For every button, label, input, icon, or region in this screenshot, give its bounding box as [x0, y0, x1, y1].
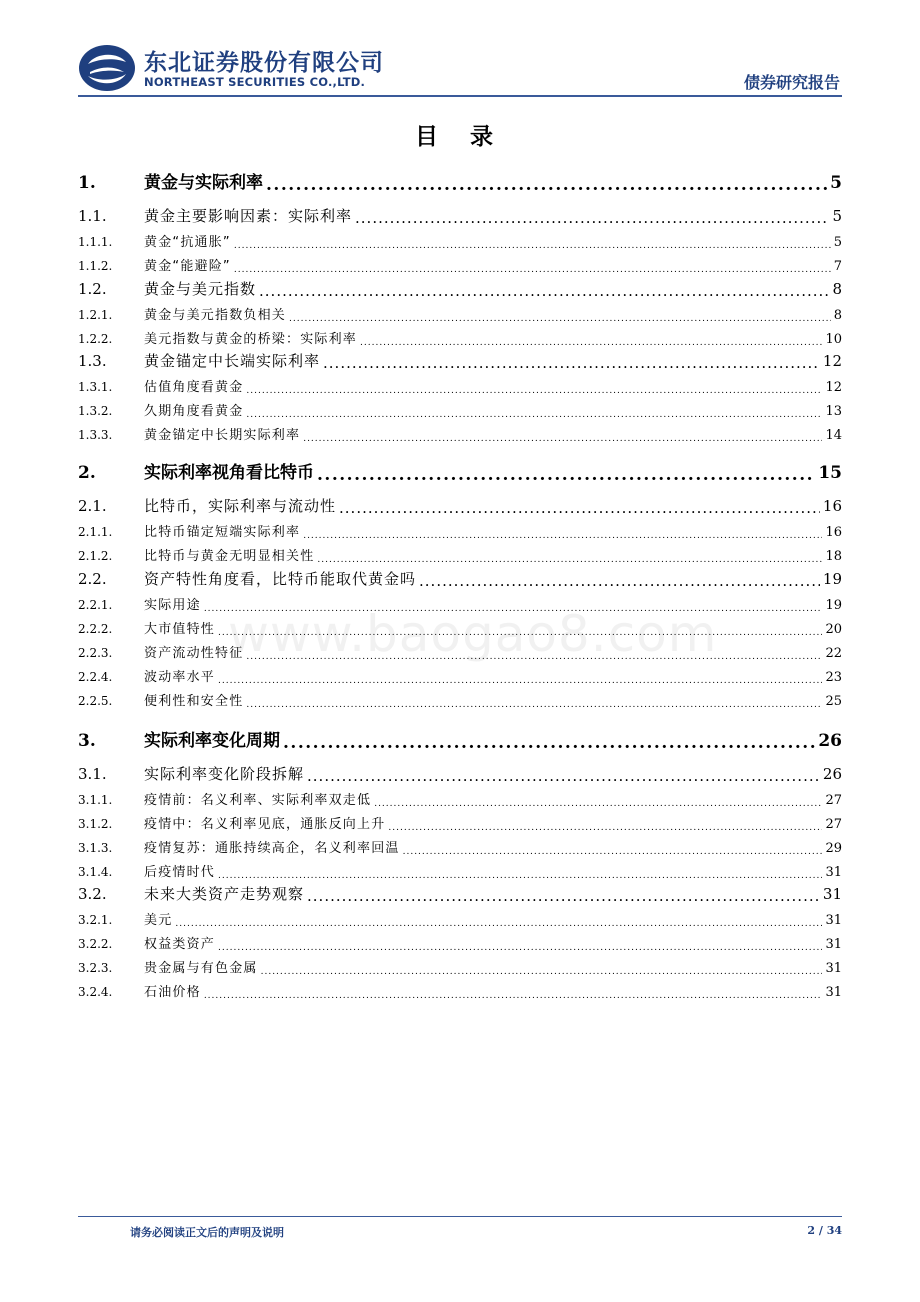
toc-entry-page: 29 — [825, 841, 842, 856]
toc-entry-title: 石油价格 — [144, 985, 201, 1000]
toc-leader-dots — [303, 531, 822, 540]
toc-entry-page: 10 — [825, 332, 842, 347]
toc-leader-dots — [403, 847, 823, 856]
toc-entry[interactable] — [78, 376, 842, 395]
toc-entry-page: 16 — [822, 497, 842, 515]
toc-entry-page: 31 — [825, 985, 842, 1000]
toc-entry-page: 8 — [833, 308, 842, 323]
toc-entry-number: 3.2.2. — [78, 937, 113, 951]
toc-entry-number: 1. — [78, 173, 96, 193]
toc-entry-page: 5 — [832, 207, 842, 225]
toc-leader-dots — [339, 499, 820, 514]
page-number: 2 / 34 — [807, 1224, 842, 1237]
toc-entry-number: 3.1.4. — [78, 865, 113, 879]
toc-entry-number: 3.2.4. — [78, 985, 113, 999]
toc-entry[interactable] — [78, 495, 842, 516]
toc-leader-dots — [355, 209, 829, 224]
toc-leader-dots — [419, 572, 820, 587]
toc-entry-number: 2.1.1. — [78, 525, 113, 539]
toc-entry[interactable] — [78, 545, 842, 564]
toc-entry-title: 未来大类资产走势观察 — [144, 885, 305, 903]
toc-entry-title: 估值角度看黄金 — [144, 380, 244, 395]
toc-leader-dots — [175, 919, 822, 928]
toc-leader-dots — [317, 465, 815, 482]
company-name-en: NORTHEAST SECURITIES CO.,LTD. — [144, 75, 366, 89]
toc-leader-dots — [388, 823, 822, 832]
toc-entry-number: 3.1.1. — [78, 793, 113, 807]
toc-leader-dots — [360, 338, 822, 347]
toc-entry[interactable] — [78, 568, 842, 589]
toc-entry-page: 18 — [825, 549, 842, 564]
toc-entry[interactable] — [78, 328, 842, 347]
toc-entry-page: 13 — [825, 404, 842, 419]
toc-entry-page: 31 — [825, 961, 842, 976]
toc-entry-number: 2.2.3. — [78, 646, 113, 660]
toc-entry-number: 1.2.2. — [78, 332, 113, 346]
toc-leader-dots — [323, 354, 820, 369]
toc-leader-dots — [261, 967, 823, 976]
toc-leader-dots — [283, 733, 815, 750]
toc-entry-title: 黄金与美元指数负相关 — [144, 308, 287, 323]
toc-leader-dots — [259, 282, 829, 297]
toc-entry[interactable] — [78, 231, 842, 250]
toc-entry-number: 1.1.1. — [78, 235, 113, 249]
toc-leader-dots — [307, 887, 820, 902]
toc-entry-title: 疫情中：名义利率见底，通胀反向上升 — [144, 817, 386, 832]
toc-leader-dots — [218, 676, 822, 685]
toc-entry[interactable] — [78, 909, 842, 928]
toc-entry-title: 黄金锚定中长端实际利率 — [144, 352, 321, 370]
toc-entry[interactable] — [78, 883, 842, 904]
toc-leader-dots — [266, 175, 827, 192]
toc-entry-number: 2.2.1. — [78, 598, 113, 612]
company-logo-icon — [78, 44, 136, 92]
toc-entry-title: 贵金属与有色金属 — [144, 961, 258, 976]
toc-entry-title: 资产特性角度看，比特币能取代黄金吗 — [144, 570, 417, 588]
toc-entry-title: 权益类资产 — [144, 937, 216, 952]
toc-entry[interactable] — [78, 861, 842, 880]
toc-title: 目 录 — [414, 124, 505, 150]
toc-leader-dots — [303, 434, 822, 443]
toc-leader-dots — [246, 386, 822, 395]
toc-entry-page: 27 — [825, 817, 842, 832]
toc-entry-number: 1.1.2. — [78, 259, 113, 273]
toc-entry-title: 黄金“能避险” — [144, 259, 231, 274]
toc-entry-title: 比特币锚定短端实际利率 — [144, 525, 301, 540]
disclaimer-note: 请务必阅读正文后的声明及说明 — [130, 1226, 284, 1239]
toc-entry-page: 31 — [825, 865, 842, 880]
toc-entry-page: 27 — [825, 793, 842, 808]
toc-entry-number: 3.2.1. — [78, 913, 113, 927]
toc-leader-dots — [234, 241, 831, 250]
toc-entry-title: 资产流动性特征 — [144, 646, 244, 661]
toc-entry-number: 1.3.3. — [78, 428, 113, 442]
toc-entry-title: 黄金与美元指数 — [144, 280, 257, 298]
toc-entry-number: 3.2. — [78, 885, 107, 903]
toc-entry-number: 1.2. — [78, 280, 107, 298]
company-name-cn: 东北证券股份有限公司 — [144, 50, 384, 76]
toc-entry[interactable] — [78, 666, 842, 685]
toc-entry-title: 黄金与实际利率 — [144, 173, 263, 193]
toc-entry-title: 美元指数与黄金的桥梁：实际利率 — [144, 332, 358, 347]
toc-entry-page: 5 — [830, 173, 842, 193]
toc-entry[interactable] — [78, 304, 842, 323]
toc-leader-dots — [307, 767, 820, 782]
toc-entry-number: 2.1.2. — [78, 549, 113, 563]
toc-entry[interactable] — [78, 350, 842, 371]
toc-entry-page: 26 — [822, 765, 842, 783]
toc-entry-page: 19 — [825, 598, 842, 613]
toc-entry-page: 22 — [825, 646, 842, 661]
toc-entry-page: 15 — [818, 463, 842, 483]
toc-entry-page: 12 — [825, 380, 842, 395]
toc-entry-page: 25 — [825, 694, 842, 709]
toc-entry[interactable] — [78, 205, 842, 226]
toc-entry-number: 3.1. — [78, 765, 107, 783]
toc-entry-page: 23 — [825, 670, 842, 685]
report-type-label: 债券研究报告 — [743, 73, 840, 92]
toc-entry-page: 31 — [822, 885, 842, 903]
toc-entry-title: 久期角度看黄金 — [144, 404, 244, 419]
toc-entry-number: 1.3.1. — [78, 380, 113, 394]
toc-entry-title: 大市值特性 — [144, 622, 216, 637]
toc-entry-page: 16 — [825, 525, 842, 540]
toc-entry-title: 实际利率变化周期 — [144, 731, 280, 751]
header-divider — [78, 95, 842, 97]
toc-entry-number: 1.3. — [78, 352, 107, 370]
toc-leader-dots — [374, 799, 822, 808]
toc-entry[interactable] — [78, 789, 842, 808]
toc-entry-title: 美元 — [144, 913, 173, 928]
toc-entry-number: 1.3.2. — [78, 404, 113, 418]
toc-entry-title: 黄金主要影响因素：实际利率 — [144, 207, 353, 225]
toc-entry-title: 黄金“抗通胀” — [144, 235, 231, 250]
toc-entry-number: 1.2.1. — [78, 308, 113, 322]
toc-entry-title: 后疫情时代 — [144, 865, 216, 880]
toc-entry-page: 8 — [832, 280, 842, 298]
toc-entry-number: 1.1. — [78, 207, 107, 225]
toc-leader-dots — [317, 555, 822, 564]
page-header — [78, 40, 842, 96]
toc-entry-page: 31 — [825, 937, 842, 952]
toc-leader-dots — [234, 265, 831, 274]
toc-entry-page: 19 — [822, 570, 842, 588]
toc-entry[interactable] — [78, 933, 842, 952]
toc-entry[interactable] — [78, 458, 842, 483]
toc-entry-page: 5 — [833, 235, 842, 250]
toc-entry-title: 疫情复苏：通胀持续高企，名义利率回温 — [144, 841, 400, 856]
toc-entry-title: 便利性和安全性 — [144, 694, 244, 709]
toc-entry[interactable] — [78, 981, 842, 1000]
toc-leader-dots — [289, 314, 831, 323]
toc-entry-page: 14 — [825, 428, 842, 443]
toc-entry-number: 3.1.2. — [78, 817, 113, 831]
toc-entry-page: 20 — [825, 622, 842, 637]
toc-entry-number: 3.2.3. — [78, 961, 113, 975]
toc-leader-dots — [218, 871, 822, 880]
toc-entry[interactable] — [78, 690, 842, 709]
toc-entry[interactable] — [78, 278, 842, 299]
toc-entry-title: 比特币与黄金无明显相关性 — [144, 549, 315, 564]
toc-entry[interactable] — [78, 763, 842, 784]
toc-leader-dots — [218, 943, 822, 952]
toc-entry-page: 7 — [833, 259, 842, 274]
toc-entry-page: 26 — [818, 731, 842, 751]
toc-entry-number: 3.1.3. — [78, 841, 113, 855]
toc-entry-page: 12 — [822, 352, 842, 370]
toc-entry-title: 实际用途 — [144, 598, 201, 613]
toc-entry-title: 实际利率变化阶段拆解 — [144, 765, 305, 783]
toc-leader-dots — [246, 410, 822, 419]
toc-entry-number: 2.2.2. — [78, 622, 113, 636]
toc-entry[interactable] — [78, 957, 842, 976]
toc-entry[interactable] — [78, 168, 842, 193]
toc-entry-title: 比特币，实际利率与流动性 — [144, 497, 337, 515]
toc-entry-number: 2.2.5. — [78, 694, 113, 708]
toc-entry[interactable] — [78, 813, 842, 832]
toc-entry-number: 2.2.4. — [78, 670, 113, 684]
toc-entry[interactable] — [78, 521, 842, 540]
toc-entry[interactable] — [78, 837, 842, 856]
toc-entry-number: 2.1. — [78, 497, 107, 515]
toc-entry-title: 波动率水平 — [144, 670, 216, 685]
toc-entry-title: 黄金锚定中长期实际利率 — [144, 428, 301, 443]
toc-entry-title: 疫情前：名义利率、实际利率双走低 — [144, 793, 372, 808]
toc-entry-number: 2. — [78, 463, 96, 483]
toc-entry[interactable] — [78, 400, 842, 419]
toc-leader-dots — [246, 700, 822, 709]
toc-entry-page: 31 — [825, 913, 842, 928]
toc-entry-number: 3. — [78, 731, 96, 751]
toc-leader-dots — [204, 991, 823, 1000]
toc-entry[interactable] — [78, 424, 842, 443]
toc-entry[interactable] — [78, 255, 842, 274]
toc-entry[interactable] — [78, 726, 842, 751]
toc-entry-number: 2.2. — [78, 570, 107, 588]
footer-divider — [78, 1216, 842, 1217]
watermark: www.baogao8.com — [228, 605, 718, 663]
toc-entry-title: 实际利率视角看比特币 — [144, 463, 314, 483]
